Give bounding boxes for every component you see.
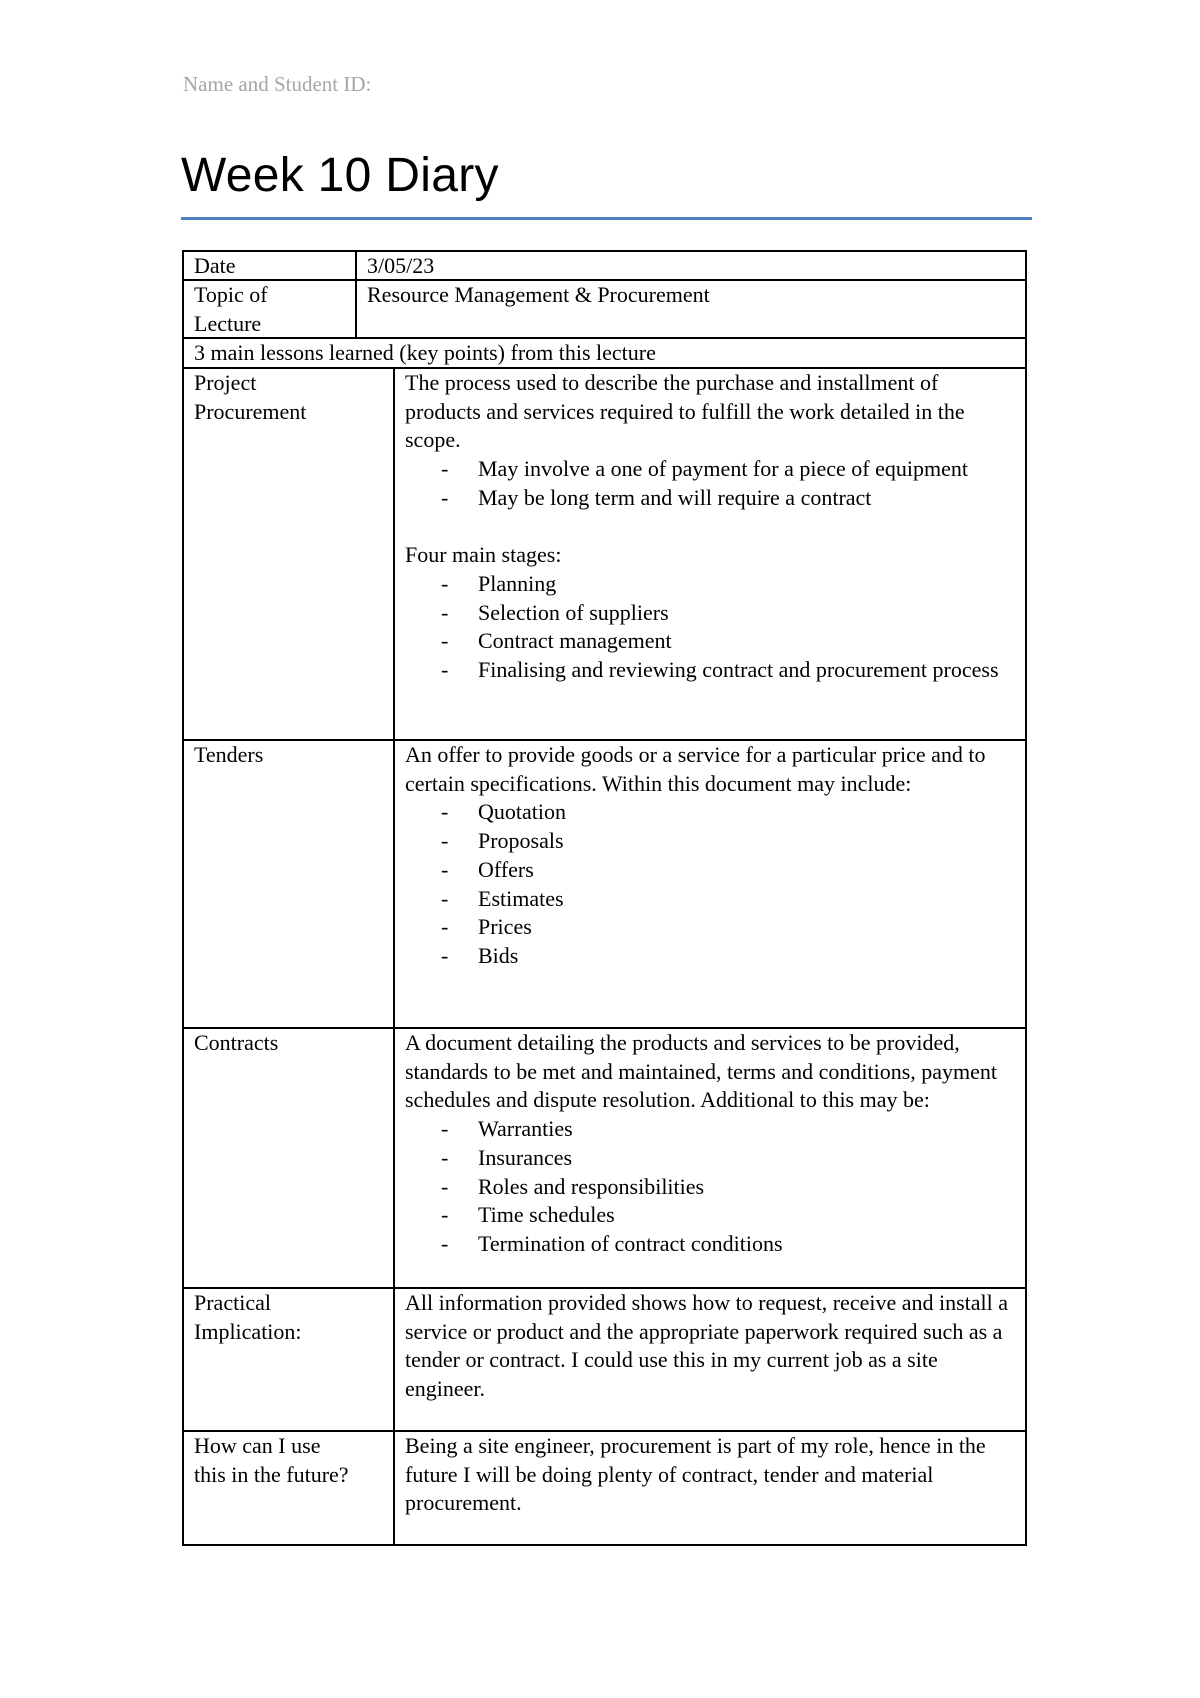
future-content-cell [393,1430,1027,1546]
list-item: - Termination of contract conditions [478,1230,1015,1259]
date-label-cell [182,250,357,281]
contracts-label: Contracts [194,1030,279,1055]
list-item: - Planning [478,570,1015,599]
procurement-bullet-list [405,455,1015,512]
practical-text: All information provided shows how to request, receive and install a service or product and the appropriate paperwork required such as a tender or contract. I could use this in my current job as a site engineer. [405,1290,1009,1402]
tenders-content-cell [393,739,1027,1029]
lessons-heading-cell [182,337,1027,369]
topic-value: Resource Management & Procurement [367,282,710,307]
procurement-stages-list [405,570,1015,685]
procurement-label-line2: Procurement [194,398,307,424]
list-item: - Insurances [478,1144,1015,1173]
practical-label-line2: Implication: [194,1318,302,1344]
procurement-stages-heading: Four main stages: [405,542,562,568]
lessons-heading: 3 main lessons learned (key points) from this lecture [194,340,656,365]
tenders-label: Tenders [194,742,264,767]
future-label-line1: How can I use [194,1433,321,1458]
name-student-id-label: Name and Student ID: [183,72,372,96]
list-item: - May involve a one of payment for a piece of equipment [478,455,1015,484]
practical-label-line1: Practical [194,1290,271,1315]
list-item: - Offers [478,856,1015,885]
topic-label-line2: Lecture [194,310,262,336]
list-item: - Roles and responsibilities [478,1173,1015,1202]
tenders-bullet-list [405,798,1015,970]
list-item: - Contract management [478,627,1015,656]
future-label-cell [182,1430,395,1546]
topic-value-cell [355,279,1027,339]
date-label: Date [194,253,236,278]
future-text: Being a site engineer, procurement is part of my role, hence in the future I will be doing plenty of contract, tender and material procurement. [405,1433,986,1516]
list-item: - Time schedules [478,1201,1015,1230]
contracts-intro: A document detailing the products and services to be provided, standards to be met and maintained, terms and conditions, payment schedules and dispute resolution. Additional to this may be: [405,1030,998,1113]
title-underline [181,217,1032,220]
list-item: - Prices [478,913,1015,942]
list-item: - Estimates [478,885,1015,914]
list-item: - Proposals [478,827,1015,856]
contracts-content-cell [393,1027,1027,1289]
practical-label-cell [182,1287,395,1432]
list-item: - Selection of suppliers [478,599,1015,628]
tenders-label-cell [182,739,395,1029]
tenders-intro: An offer to provide goods or a service for a particular price and to certain specifications. Within this document may include: [405,742,986,796]
contracts-bullet-list [405,1115,1015,1259]
list-item: - Finalising and reviewing contract and procurement process [478,656,1015,685]
date-value: 3/05/23 [367,253,435,278]
future-label-line2: this in the future? [194,1461,349,1487]
procurement-content-cell [393,367,1027,741]
list-item: - May be long term and will require a contract [478,484,1015,513]
procurement-intro: The process used to describe the purchase and installment of products and services required to fulfill the work detailed in the scope. [405,370,965,453]
date-value-cell [355,250,1027,281]
procurement-label-cell [182,367,395,741]
contracts-label-cell [182,1027,395,1289]
topic-label-line1: Topic of [194,282,268,307]
practical-content-cell [393,1287,1027,1432]
list-item: - Bids [478,942,1015,971]
procurement-label-line1: Project [194,370,257,395]
page-title: Week 10 Diary [181,149,499,202]
list-item: - Quotation [478,798,1015,827]
list-item: - Warranties [478,1115,1015,1144]
topic-label-cell [182,279,357,339]
